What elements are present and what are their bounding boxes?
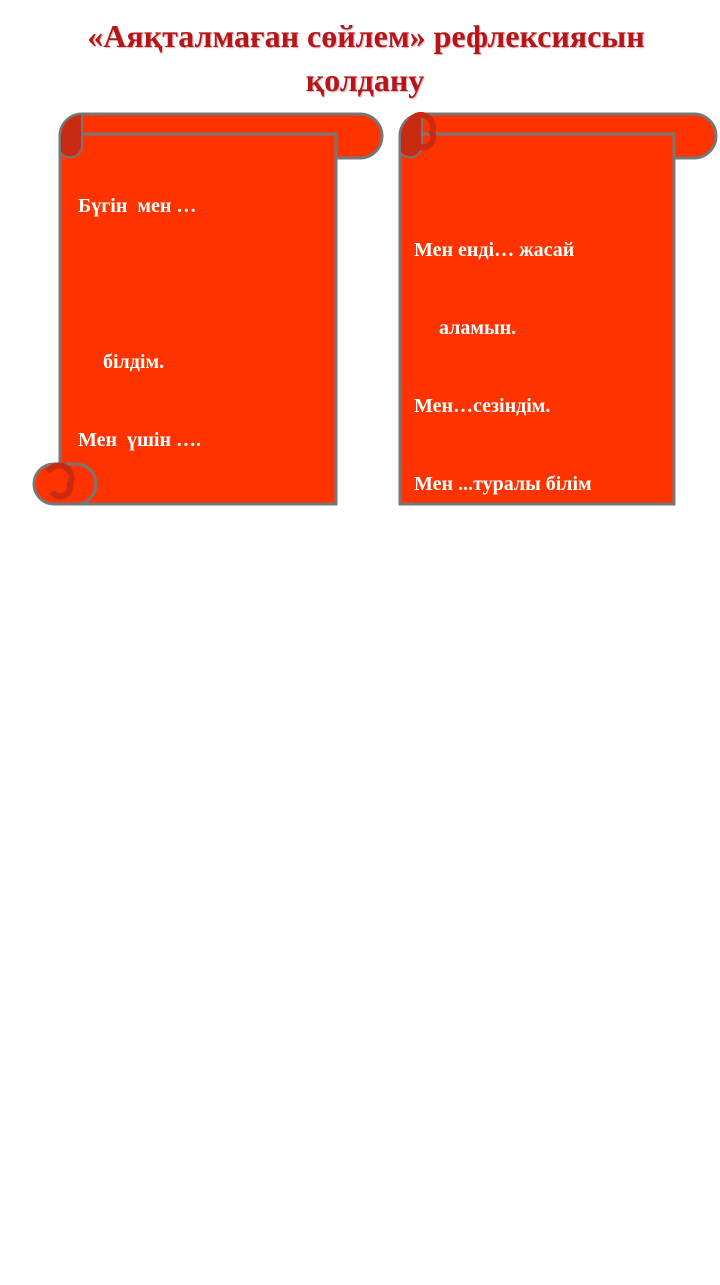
left-line: Мен үшін ….: [78, 429, 201, 451]
left-line: түсіндім.: [78, 1053, 234, 1075]
right-line: Мен енді… жасай: [414, 239, 575, 261]
left-line: Бүгін мен …: [78, 195, 197, 217]
right-line: алдым.: [414, 551, 505, 573]
left-line: қызық болды.: [78, 507, 237, 529]
right-line: аламын.: [414, 317, 517, 339]
left-line: Мен… тапсырма: [78, 819, 238, 841]
right-line: Мен…сезіндім.: [414, 395, 551, 417]
title-line-1: «Аяқталмаған сөйлем» рефлексиясын: [87, 18, 645, 54]
left-scroll: [30, 112, 386, 1231]
page-title: [0, 14, 720, 102]
right-line: Мен....өзімді сынап: [414, 863, 589, 885]
right-scroll: [396, 112, 720, 963]
right-line: Мен .... үйрендім.: [414, 629, 571, 651]
left-line: Мен үшін …. қиын: [78, 585, 252, 607]
left-line: орындадым.: [78, 897, 216, 919]
left-line: білдім.: [78, 351, 165, 373]
right-line: қалдырды.: [414, 785, 540, 807]
right-scroll-text: [414, 185, 592, 1017]
left-line: келді.: [78, 1209, 130, 1231]
left-line: .....менің қолымнан: [78, 1131, 254, 1153]
left-line: Мен … екенін: [78, 975, 205, 997]
left-scroll-text: [78, 141, 254, 1285]
right-line: Мен ...туралы білім: [414, 473, 592, 495]
title-line-2: қолдану: [305, 62, 425, 98]
right-line: Мені ... таң: [414, 707, 516, 729]
left-line: [78, 271, 254, 297]
left-line: болды.: [78, 741, 165, 763]
left-line: [78, 661, 254, 687]
right-line: көремін.: [414, 941, 517, 963]
